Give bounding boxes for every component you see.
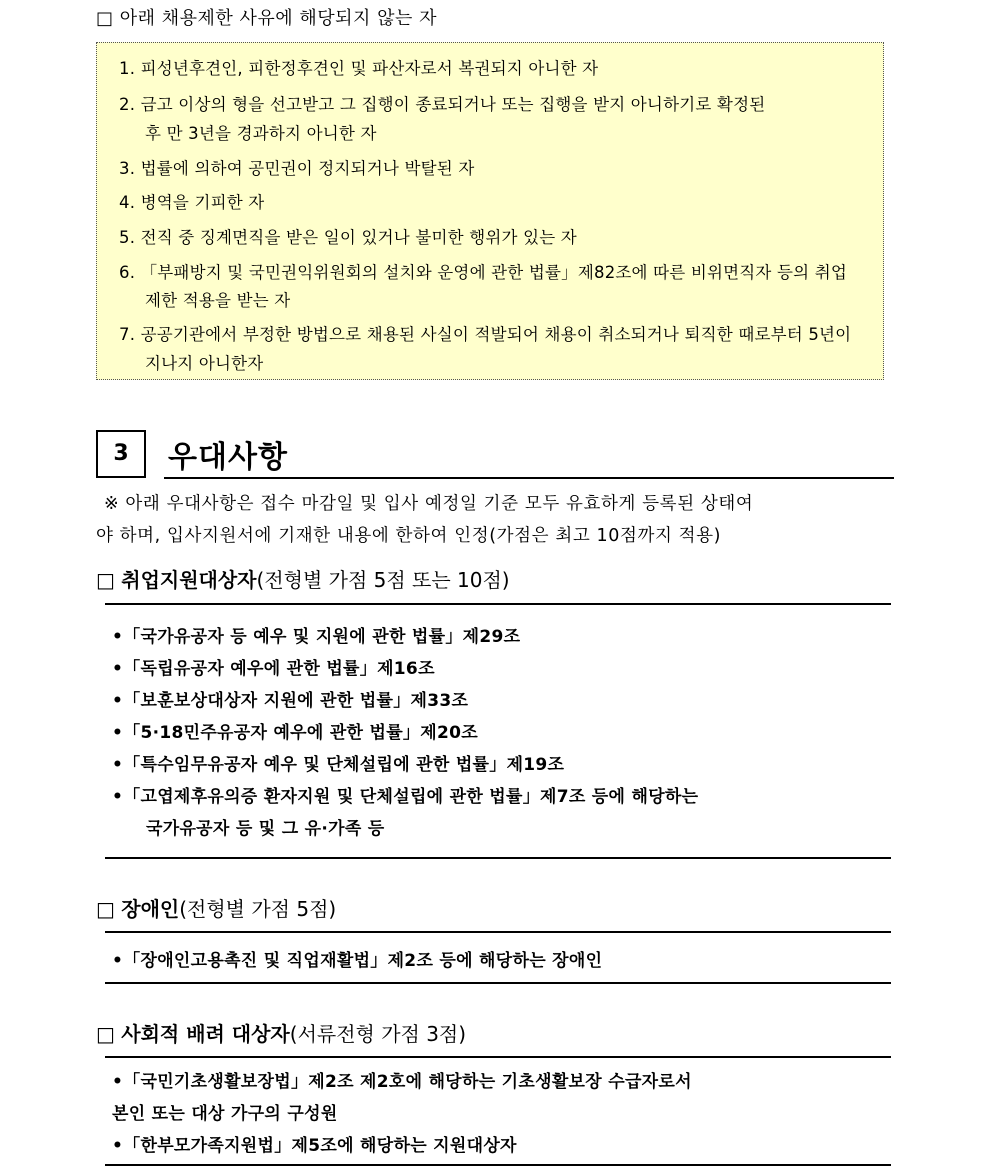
restriction-item-5: 5. 전직 중 징계면직을 받은 일이 있거나 불미한 행위가 있는 자	[119, 228, 577, 247]
square-checkbox-icon: □	[96, 1022, 115, 1046]
section-number: 3	[96, 430, 146, 478]
group-note: (전형별 가점 5점 또는 10점)	[256, 568, 510, 592]
group-title: 장애인	[121, 897, 180, 921]
restriction-item-1: 1. 피성년후견인, 피한정후견인 및 파산자로서 복권되지 아니한 자	[119, 59, 599, 78]
restriction-item-6-cont: 제한 적용을 받는 자	[145, 291, 291, 310]
restriction-item-7-cont: 지나지 아니한자	[145, 354, 264, 373]
list-item: •「특수임무유공자 예우 및 단체설립에 관한 법률」제19조	[112, 755, 565, 775]
group-divider-top	[105, 1056, 891, 1058]
group-note: (전형별 가점 5점)	[179, 897, 337, 921]
section-title-underline	[164, 477, 894, 479]
list-item-cont: 본인 또는 대상 가구의 구성원	[112, 1104, 338, 1124]
group-title: 사회적 배려 대상자	[121, 1022, 290, 1046]
list-item: •「장애인고용촉진 및 직업재활법」제2조 등에 해당하는 장애인	[112, 951, 603, 971]
group-heading-employment-support	[96, 564, 510, 593]
group-heading-social-consideration	[96, 1018, 466, 1047]
restriction-item-2-cont: 후 만 3년을 경과하지 아니한 자	[145, 124, 377, 143]
group-divider-bottom	[105, 1164, 891, 1166]
group-divider-top	[105, 931, 891, 933]
group-divider-bottom	[105, 982, 891, 984]
list-item: •「국민기초생활보장법」제2조 제2호에 해당하는 기초생활보장 수급자로서	[112, 1072, 692, 1092]
list-item: •「한부모가족지원법」제5조에 해당하는 지원대상자	[112, 1136, 517, 1156]
restriction-item-3: 3. 법률에 의하여 공민권이 정지되거나 박탈된 자	[119, 159, 475, 178]
square-checkbox-icon: □	[96, 897, 115, 921]
restriction-item-4: 4. 병역을 기피한 자	[119, 193, 265, 212]
qualification-heading: □ 아래 채용제한 사유에 해당되지 않는 자	[96, 8, 438, 29]
restriction-item-6: 6. 「부패방지 및 국민권익위원회의 설치와 운영에 관한 법률」제82조에 따른 비위면직자 등의 취업	[119, 263, 847, 282]
group-heading-disabled	[96, 893, 336, 922]
restriction-item-7: 7. 공공기관에서 부정한 방법으로 채용된 사실이 적발되어 채용이 취소되거나 퇴직한 때로부터 5년이	[119, 325, 852, 344]
group-divider-top	[105, 603, 891, 605]
notice-line-2: 야 하며, 입사지원서에 기재한 내용에 한하여 인정(가점은 최고 10점까지 적용)	[96, 526, 722, 546]
list-item-cont: 국가유공자 등 및 그 유·가족 등	[146, 819, 385, 839]
list-item: •「독립유공자 예우에 관한 법률」제16조	[112, 659, 435, 679]
square-checkbox-icon: □	[96, 568, 115, 592]
section-title: 우대사항	[168, 440, 288, 475]
list-item: •「국가유공자 등 예우 및 지원에 관한 법률」제29조	[112, 627, 521, 647]
list-item: •「보훈보상대상자 지원에 관한 법률」제33조	[112, 691, 469, 711]
notice-line-1: ※ 아래 우대사항은 접수 마감일 및 입사 예정일 기준 모두 유효하게 등록된 상태여	[104, 494, 754, 514]
list-item: •「5·18민주유공자 예우에 관한 법률」제20조	[112, 723, 478, 743]
restriction-item-2: 2. 금고 이상의 형을 선고받고 그 집행이 종료되거나 또는 집행을 받지 아니하기로 확정된	[119, 95, 766, 114]
restriction-list-box	[96, 42, 884, 380]
group-note: (서류전형 가점 3점)	[289, 1022, 467, 1046]
list-item: •「고엽제후유의증 환자지원 및 단체설립에 관한 법률」제7조 등에 해당하는	[112, 787, 699, 807]
group-divider-bottom	[105, 857, 891, 859]
group-title: 취업지원대상자	[121, 568, 257, 592]
